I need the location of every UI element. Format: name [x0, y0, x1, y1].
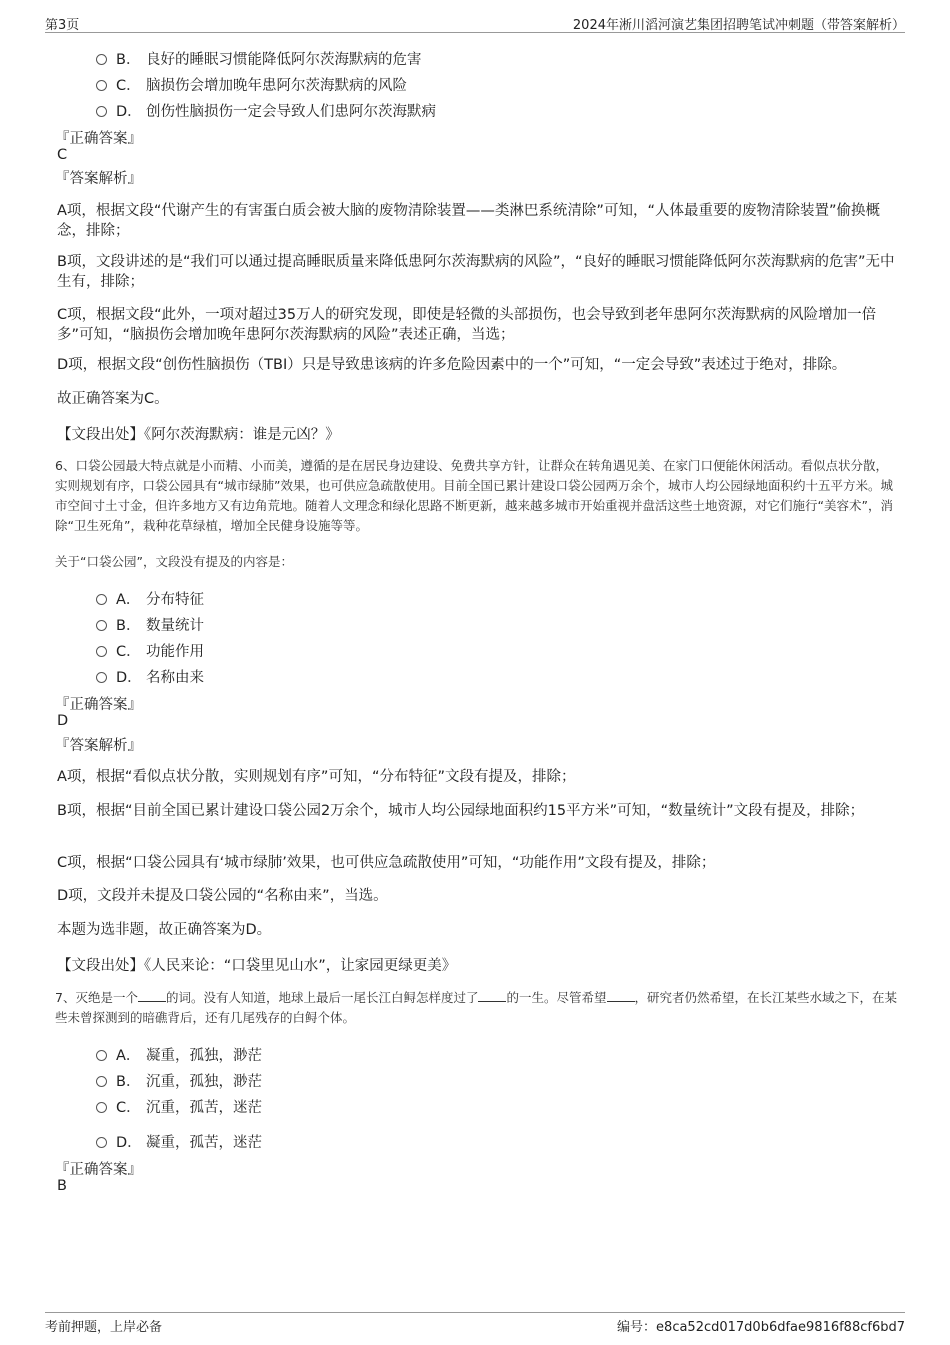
analysis-label: 『答案解析』	[55, 171, 142, 187]
q5-option-d[interactable]: D． 创伤性脑损伤一定会导致人们患阿尔茨海默病	[96, 100, 436, 121]
analysis-paragraph: C项，根据“口袋公园具有‘城市绿肺’效果，也可供应急疏散使用”可知，“功能作用”文段有提及，排除；	[57, 855, 716, 871]
question-prompt: 关于“口袋公园”，文段没有提及的内容是：	[55, 554, 293, 569]
radio-icon[interactable]	[96, 54, 107, 65]
analysis-conclusion: 故正确答案为C。	[57, 391, 169, 407]
analysis-paragraph: D项，文段并未提及口袋公园的“名称由来”，当选。	[57, 888, 388, 904]
radio-icon[interactable]	[96, 1076, 107, 1087]
radio-icon[interactable]	[96, 1137, 107, 1148]
q7-option-c[interactable]: C． 沉重，孤苦，迷茫	[96, 1096, 262, 1117]
source-citation: 【文段出处】《阿尔茨海默病：谁是元凶？》	[57, 427, 340, 443]
page-number: 第3页	[45, 18, 80, 33]
q6-option-c[interactable]: C． 功能作用	[96, 640, 204, 661]
radio-icon[interactable]	[96, 646, 107, 657]
page-footer	[45, 1312, 905, 1337]
q7-option-b[interactable]: B． 沉重，孤独，渺茫	[96, 1070, 262, 1091]
q6-option-d[interactable]: D． 名称由来	[96, 666, 204, 687]
analysis-paragraph: B项，文段讲述的是“我们可以通过提高睡眠质量来降低患阿尔茨海默病的风险”，“良好的睡眠习惯能降低阿尔茨海默病的危害”无中生有，排除；	[57, 254, 895, 290]
analysis-label: 『答案解析』	[55, 738, 142, 754]
q5-option-b[interactable]: B． 良好的睡眠习惯能降低阿尔茨海默病的危害	[96, 48, 422, 69]
fill-blank	[478, 989, 506, 1002]
q7-option-d[interactable]: D． 凝重，孤苦，迷茫	[96, 1131, 262, 1152]
answer-value: B	[57, 1178, 67, 1194]
answer-value: D	[57, 713, 69, 729]
analysis-paragraph: B项，根据“目前全国已累计建设口袋公园2万余个，城市人均公园绿地面积约15平方米”可知，“数量统计”文段有提及，排除；	[57, 803, 865, 819]
radio-icon[interactable]	[96, 1102, 107, 1113]
fill-blank	[138, 989, 166, 1002]
footer-slogan: 考前押题，上岸必备	[45, 1320, 163, 1335]
radio-icon[interactable]	[96, 80, 107, 91]
answer-label: 『正确答案』	[55, 1162, 142, 1178]
analysis-paragraph: D项，根据文段“创伤性脑损伤（TBI）只是导致患该病的许多危险因素中的一个”可知，“一定会导致”表述过于绝对，排除。	[57, 357, 847, 373]
radio-icon[interactable]	[96, 1050, 107, 1061]
q5-option-c[interactable]: C． 脑损伤会增加晚年患阿尔茨海默病的风险	[96, 74, 407, 95]
analysis-paragraph: A项，根据“看似点状分散，实则规划有序”可知，“分布特征”文段有提及，排除；	[57, 769, 576, 785]
radio-icon[interactable]	[96, 620, 107, 631]
q6-option-a[interactable]: A． 分布特征	[96, 588, 204, 609]
fill-blank	[607, 989, 635, 1002]
q6-option-b[interactable]: B． 数量统计	[96, 614, 204, 635]
answer-label: 『正确答案』	[55, 131, 142, 147]
source-citation: 【文段出处】《人民来论：“口袋里见山水”，让家园更绿更美》	[57, 958, 457, 974]
analysis-conclusion: 本题为选非题，故正确答案为D。	[57, 922, 272, 938]
document-code: 编号：e8ca52cd017d0b6dfae9816f88cf6bd7	[617, 1320, 905, 1335]
analysis-paragraph: C项，根据文段“此外，一项对超过35万人的研究发现，即使是轻微的头部损伤，也会导致到老年患阿尔茨海默病的风险增加一倍多”可知，“脑损伤会增加晚年患阿尔茨海默病的风险”表述正确，当选；	[57, 307, 877, 343]
answer-label: 『正确答案』	[55, 697, 142, 713]
radio-icon[interactable]	[96, 672, 107, 683]
page-header	[45, 12, 905, 33]
question-stem: 7、灭绝是一个 的词。没有人知道，地球上最后一尾长江白鲟怎样度过了 的一生。尽管希望 ，研究者仍然希望，在长江某些水域之下，在某些未曾探测到的暗礁背后，还有几尾残存的白鲟个体。	[55, 990, 898, 1025]
answer-value: C	[57, 147, 68, 163]
radio-icon[interactable]	[96, 594, 107, 605]
question-stem: 6、口袋公园最大特点就是小而精、小而美，遵循的是在居民身边建设、免费共享方针，让群众在转角遇见美、在家门口便能休闲活动。看似点状分散，实则规划有序，口袋公园具有“城市绿肺”效果，也可供应急疏散使用。目前全国已累计建设口袋公园两万余个，城市人均公园绿地面积约十五平方米。城市空间寸土寸金，但许多地方又有边角荒地。随着人文理念和绿化思路不断更新，越来越多城市开始重视并盘活这些土地资源，对它们施行“美容术”，消除“卫生死角”，栽种花草绿植，增加全民健身设施等等。	[55, 458, 893, 533]
analysis-paragraph: A项，根据文段“代谢产生的有害蛋白质会被大脑的废物清除装置——类淋巴系统清除”可知，“人体最重要的废物清除装置”偷换概念，排除；	[57, 203, 880, 239]
q7-option-a[interactable]: A． 凝重，孤独，渺茫	[96, 1044, 262, 1065]
document-title: 2024年淅川滔河演艺集团招聘笔试冲刺题（带答案解析）	[572, 18, 905, 33]
radio-icon[interactable]	[96, 106, 107, 117]
